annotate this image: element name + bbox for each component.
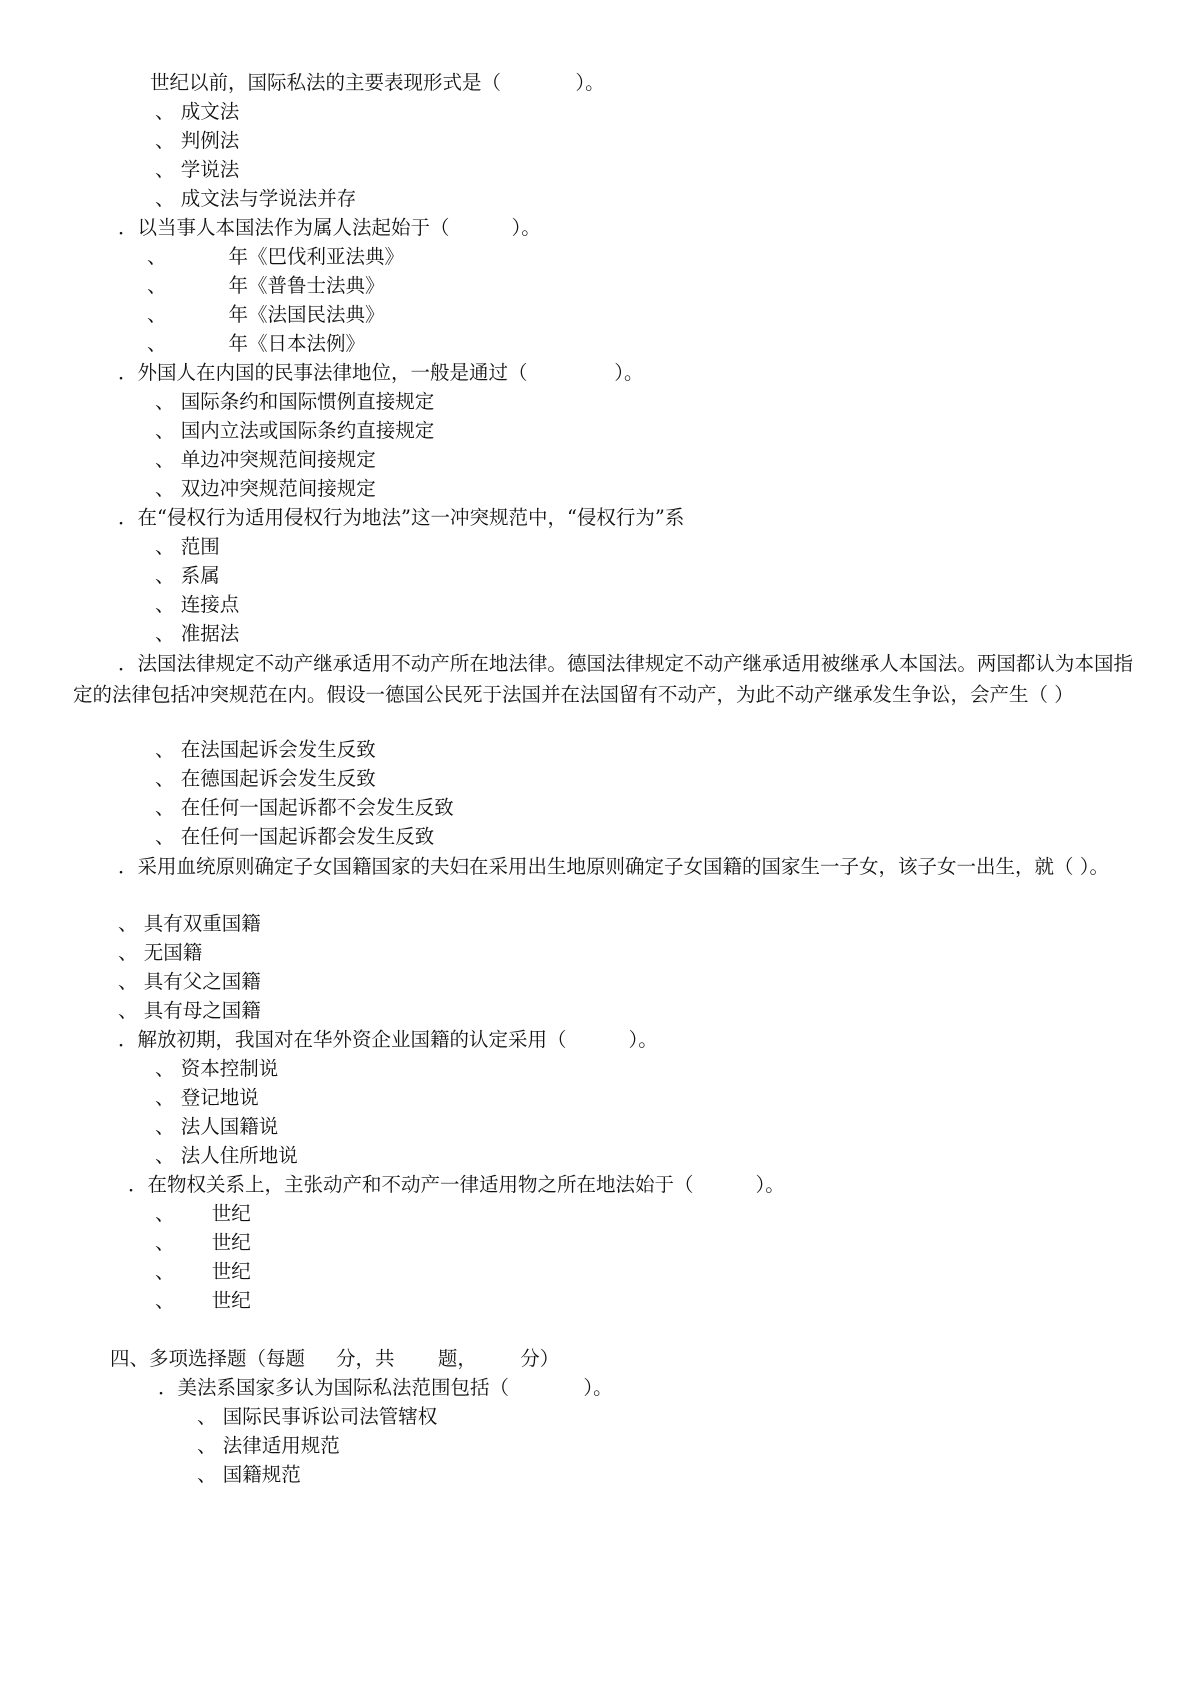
question-6-stem: ．采用血统原则确定子女国籍国家的夫妇在采用出生地原则确定子女国籍的国家生一子女，该子女一出生，就（ ）。 — [118, 855, 1109, 878]
question-8-option-b: 、 世纪 — [155, 1231, 251, 1254]
question-4-option-c: 、 连接点 — [155, 593, 240, 616]
question-4-stem: ．在“侵权行为适用侵权行为地法”这一冲突规范中，“侵权行为”系 — [118, 506, 685, 529]
question-2-option-c: 、 年《法国民法典》 — [147, 303, 385, 326]
question-5-stem: ．法国法律规定不动产继承适用不动产所在地法律。德国法律规定不动产继承适用被继承人本国法。两国都认为本国指定的法律包括冲突规范在内。假设一德国公民死于法国并在法国留有不动产，为此不动产继承发生争讼，会产生（ ） — [73, 652, 1133, 706]
question-6-option-d: 、 具有母之国籍 — [118, 999, 261, 1022]
multi-question-1-option-a: 、 国际民事诉讼司法管辖权 — [197, 1405, 438, 1428]
question-2-option-a: 、 年《巴伐利亚法典》 — [147, 245, 404, 268]
question-3-option-b: 、 国内立法或国际条约直接规定 — [155, 419, 435, 442]
question-5-option-c: 、 在任何一国起诉都不会发生反致 — [155, 796, 454, 819]
section-heading-multiple-choice: 四、多项选择题（每题 分，共 题， 分） — [110, 1347, 560, 1370]
question-5-option-a: 、 在法国起诉会发生反致 — [155, 738, 376, 761]
question-7-option-a: 、 资本控制说 — [155, 1057, 279, 1080]
question-4-option-b: 、 系属 — [155, 564, 220, 587]
question-4-option-d: 、 准据法 — [155, 622, 240, 645]
question-8-stem: ．在物权关系上，主张动产和不动产一律适用物之所在地法始于（ ）。 — [128, 1173, 785, 1196]
question-2-option-b: 、 年《普鲁士法典》 — [147, 274, 385, 297]
question-1-option-b: 、 判例法 — [155, 129, 240, 152]
question-8-option-d: 、 世纪 — [155, 1289, 251, 1312]
question-2-option-d: 、 年《日本法例》 — [147, 332, 365, 355]
question-1-option-a: 、 成文法 — [155, 100, 240, 123]
question-5-option-b: 、 在德国起诉会发生反致 — [155, 767, 376, 790]
question-5-option-d: 、 在任何一国起诉都会发生反致 — [155, 825, 435, 848]
question-7-option-c: 、 法人国籍说 — [155, 1115, 279, 1138]
question-1-option-c: 、 学说法 — [155, 158, 240, 181]
question-6-option-c: 、 具有父之国籍 — [118, 970, 261, 993]
question-7-option-b: 、 登记地说 — [155, 1086, 259, 1109]
question-3-option-d: 、 双边冲突规范间接规定 — [155, 477, 376, 500]
question-3-stem: ．外国人在内国的民事法律地位，一般是通过（ ）。 — [118, 361, 644, 384]
multi-question-1-option-b: 、 法律适用规范 — [197, 1434, 340, 1457]
question-3-option-a: 、 国际条约和国际惯例直接规定 — [155, 390, 435, 413]
question-7-option-d: 、 法人住所地说 — [155, 1144, 298, 1167]
question-6-option-a: 、 具有双重国籍 — [118, 912, 261, 935]
question-6-option-b: 、 无国籍 — [118, 941, 203, 964]
question-7-stem: ．解放初期，我国对在华外资企业国籍的认定采用（ ）。 — [118, 1028, 658, 1051]
question-8-option-a: 、 世纪 — [155, 1202, 251, 1225]
question-2-stem: ．以当事人本国法作为属人法起始于（ ）。 — [118, 216, 541, 239]
question-8-option-c: 、 世纪 — [155, 1260, 251, 1283]
multi-question-1-stem: ．美法系国家多认为国际私法范围包括（ ）。 — [158, 1376, 613, 1399]
question-3-option-c: 、 单边冲突规范间接规定 — [155, 448, 376, 471]
question-1-option-d: 、 成文法与学说法并存 — [155, 187, 357, 210]
question-4-option-a: 、 范围 — [155, 535, 220, 558]
question-1-stem: 世纪以前，国际私法的主要表现形式是（ ）。 — [150, 71, 605, 94]
multi-question-1-option-c: 、 国籍规范 — [197, 1463, 301, 1486]
